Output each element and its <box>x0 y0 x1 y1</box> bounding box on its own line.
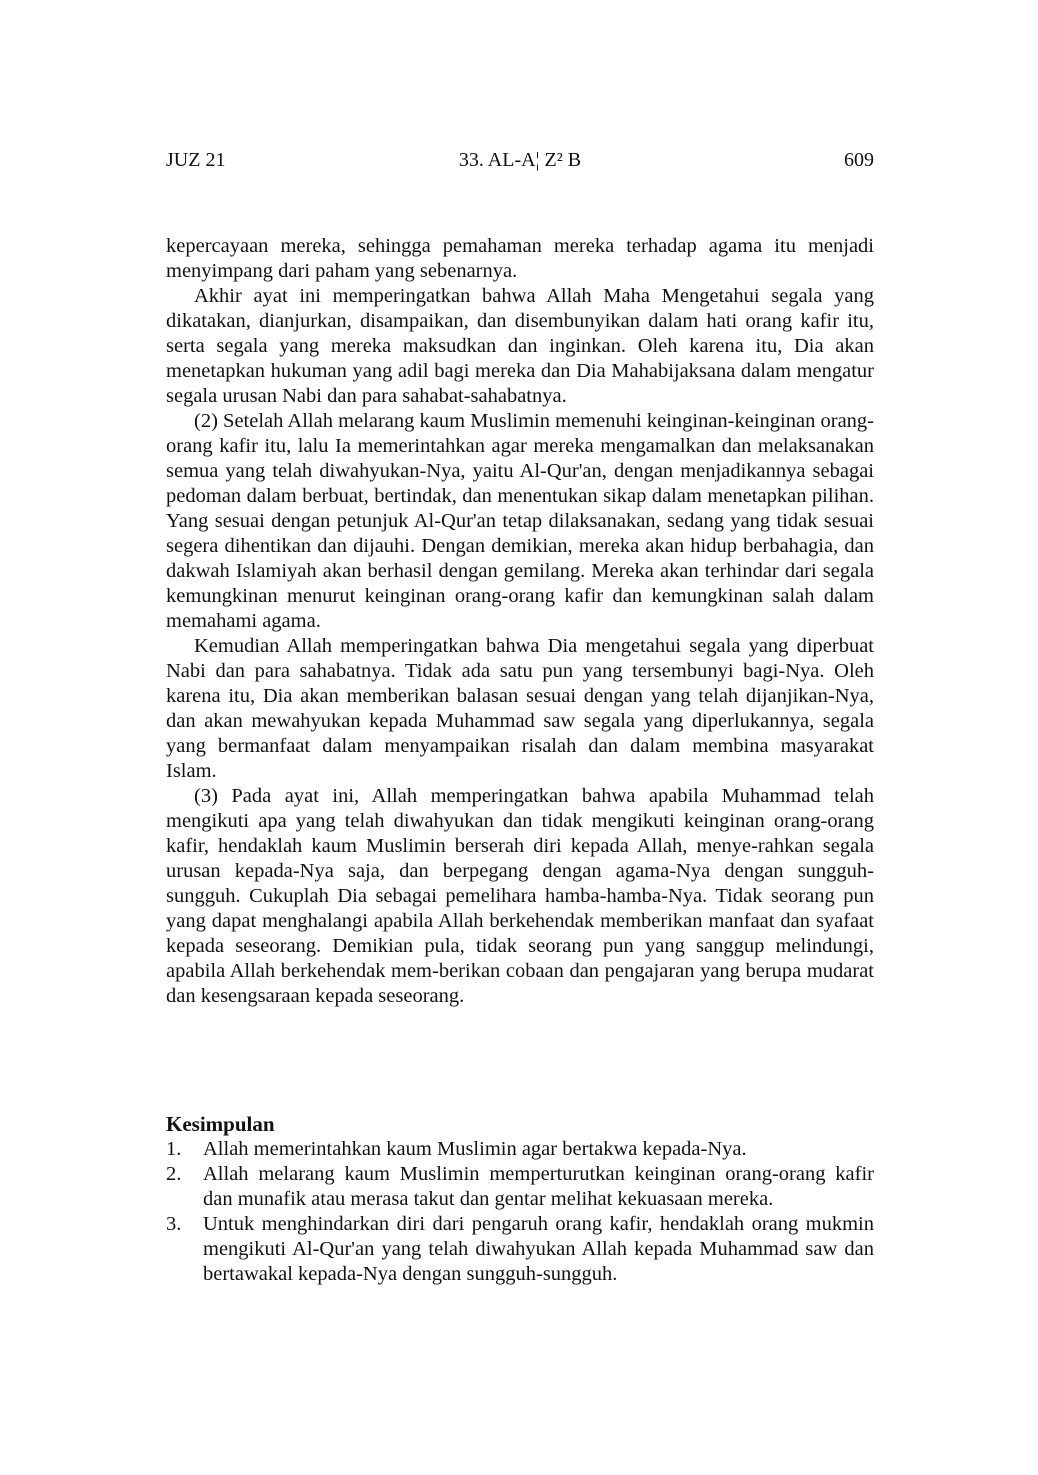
conclusion-section <box>166 1112 874 1287</box>
list-number: 1. <box>166 1138 182 1160</box>
list-item-text: Allah melarang kaum Muslimin memperturutkan keinginan orang-orang kafir dan munafik atau merasa takut dan gentar melihat kekuasaan mereka. <box>203 1163 874 1210</box>
paragraph: (2) Setelah Allah melarang kaum Muslimin memenuhi keinginan-keinginan orang-orang kafir itu, lalu Ia memerintahkan agar mereka mengamalkan dan melaksanakan semua yang telah diwahyukan-Nya, yaitu Al-Qur'an, dengan menjadikannya sebagai pedoman dalam berbuat, bertindak, dan menentukan sikap dalam menetapkan pilihan. Yang sesuai dengan petunjuk Al-Qur'an tetap dilaksanakan, sedang yang tidak sesuai segera dihentikan dan dijauhi. Dengan demikian, mereka akan hidup berbahagia, dan dakwah Islamiyah akan berhasil dengan gemilang. Mereka akan terhindar dari segala kemungkinan menurut keinginan orang-orang kafir dan kemungkinan salah dalam memahami agama. <box>166 410 874 632</box>
list-item <box>166 1162 874 1212</box>
conclusion-list <box>166 1137 874 1287</box>
list-item <box>166 1212 874 1287</box>
list-number: 2. <box>166 1163 182 1185</box>
list-item-text: Allah memerintahkan kaum Muslimin agar bertakwa kepada-Nya. <box>203 1138 747 1160</box>
page-number: 609 <box>844 149 874 171</box>
list-number: 3. <box>166 1213 182 1235</box>
commentary-text <box>166 234 874 1009</box>
paragraph: (3) Pada ayat ini, Allah memperingatkan bahwa apabila Muhammad telah mengikuti apa yang telah diwahyukan dan tidak mengikuti keinginan orang-orang kafir, hendaklah kaum Muslimin berserah diri kepada Allah, menye-rahkan segala urusan kepada-Nya saja, dan berpegang dengan agama-Nya dengan sungguh-sungguh. Cukuplah Dia sebagai pemelihara hamba-hamba-Nya. Tidak seorang pun yang dapat menghalangi apabila Allah berkehendak memberikan manfaat dan syafaat kepada seseorang. Demikian pula, tidak seorang pun yang sanggup melindungi, apabila Allah berkehendak mem-berikan cobaan dan pengajaran yang berupa mudarat dan kesengsaraan kepada seseorang. <box>166 785 874 1007</box>
paragraph: Kemudian Allah memperingatkan bahwa Dia mengetahui segala yang diperbuat Nabi dan para sahabatnya. Tidak ada satu pun yang tersembunyi bagi-Nya. Oleh karena itu, Dia akan memberikan balasan sesuai dengan yang telah dijanjikan-Nya, dan akan mewahyukan kepada Muhammad saw segala yang diperlukannya, segala yang bermanfaat dalam menyampaikan risalah dan dalam membina masyarakat Islam. <box>166 635 874 782</box>
conclusion-heading: Kesimpulan <box>166 1112 275 1136</box>
paragraph-continuation: kepercayaan mereka, sehingga pemahaman mereka terhadap agama itu menjadi menyimpang dari paham yang sebenarnya. <box>166 235 874 282</box>
surah-title: 33. AL-A¦ Z² B <box>458 149 582 171</box>
list-item <box>166 1137 874 1162</box>
paragraph: Akhir ayat ini memperingatkan bahwa Allah Maha Mengetahui segala yang dikatakan, dianjurkan, disampaikan, dan disembunyikan dalam hati orang kafir itu, serta segala yang mereka maksudkan dan inginkan. Oleh karena itu, Dia akan menetapkan hukuman yang adil bagi mereka dan Dia Mahabijaksana dalam mengatur segala urusan Nabi dan para sahabat-sahabatnya. <box>166 285 874 407</box>
running-header <box>166 146 874 174</box>
list-item-text: Untuk menghindarkan diri dari pengaruh orang kafir, hendaklah orang mukmin mengikuti Al-Qur'an yang telah diwahyukan Allah kepada Muhammad saw dan bertawakal kepada-Nya dengan sungguh-sungguh. <box>203 1213 874 1285</box>
juz-label: JUZ 21 <box>166 149 226 171</box>
